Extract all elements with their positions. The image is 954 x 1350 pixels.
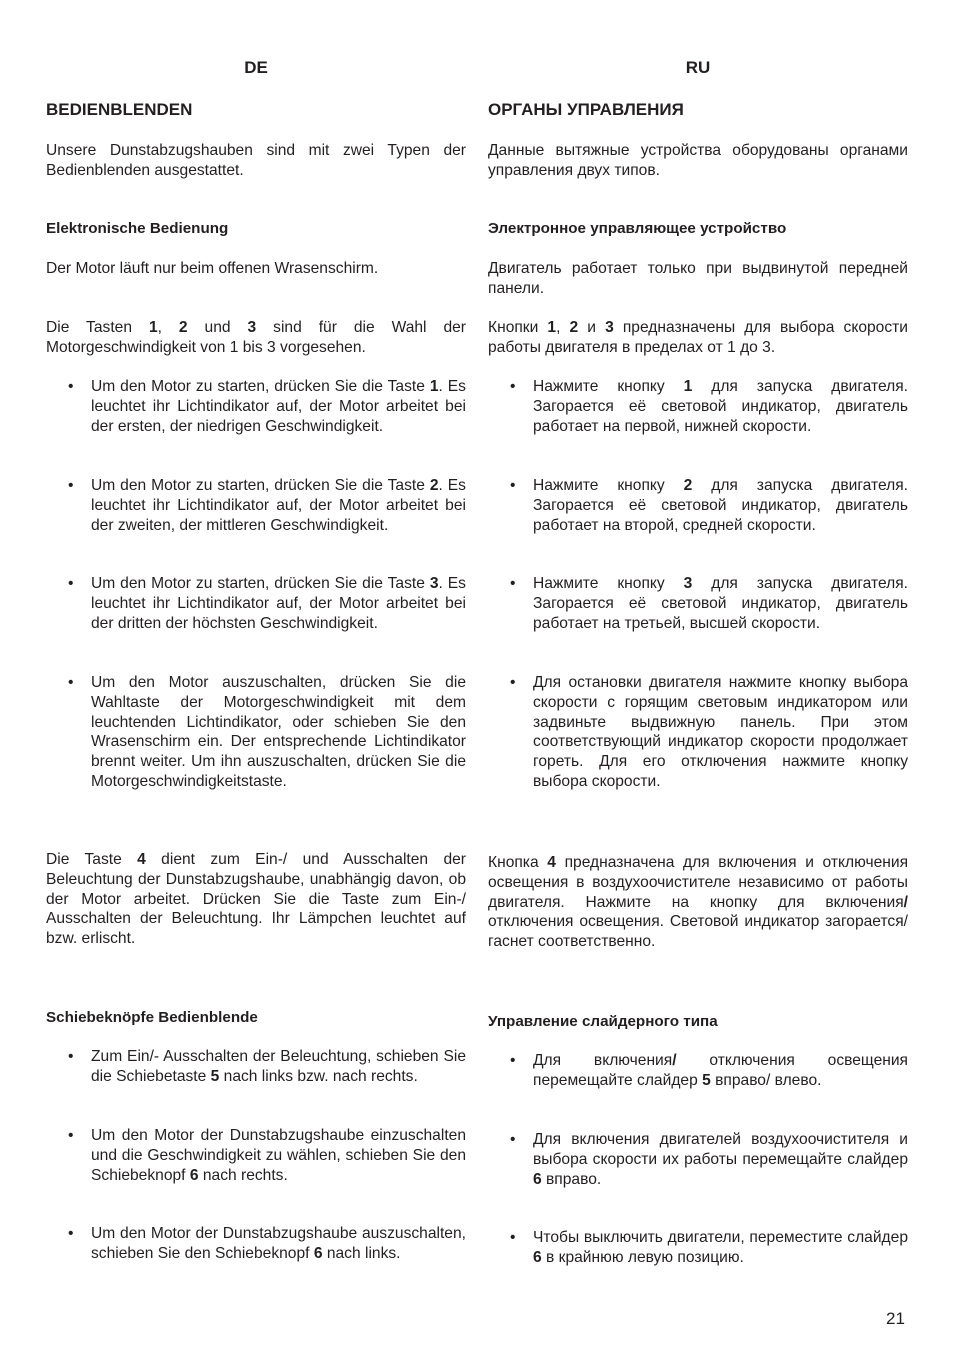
bullet-icon: •: [510, 477, 516, 494]
intro-paragraph-de: Unsere Dunstabzugshauben sind mit zwei Typen der Bedienblenden ausgestattet.: [46, 142, 466, 179]
electronic-heading-de: Elektronische Bedienung: [46, 220, 229, 237]
slider-heading-de: Schiebeknöpfe Bedienblende: [46, 1009, 258, 1026]
light-paragraph-de: Die Taste 4 dient zum Ein-/ und Ausschalten der Beleuchtung der Dunstabzugshaube, unabhängig davon, ob der Motor arbeitet. Drücken Sie die Taste zum Ein-/ Ausschalten der Beleuchtung. Ihr Lämpchen leuchtet auf bzw. erlischt.: [46, 851, 466, 948]
intro-paragraph-ru: Данные вытяжные устройства оборудованы органами управления двух типов.: [488, 142, 908, 179]
bullet-icon: •: [510, 674, 516, 691]
keys-paragraph-de: Die Tasten 1, 2 und 3 sind für die Wahl der Motorgeschwindigkeit von 1 bis 3 vorgesehen.: [46, 319, 467, 356]
list-item: • Um den Motor zu starten, drücken Sie die Taste 1. Es leuchtet ihr Lichtindikator auf, der Motor arbeitet bei der ersten, der niedrigen Geschwindigkeit.: [68, 378, 466, 435]
light-paragraph-ru: Кнопка 4 предназначена для включения и отключения освещения в воздухоочистителе независимо от работы двигателя. Нажмите на кнопку для включения/ отключения освещения. Световой индикатор загорается/ гаснет соответственно.: [488, 854, 909, 951]
list-item: • Um den Motor zu starten, drücken Sie die Taste 3. Es leuchtet ihr Lichtindikator auf, der Motor arbeitet bei der dritten der höchsten Geschwindigkeit.: [68, 575, 466, 632]
key-2-label: 2: [178, 319, 188, 336]
column-ru: [488, 0, 908, 1350]
list-item: • Zum Ein/- Ausschalten der Beleuchtung, schieben Sie die Schiebetaste 5 nach links bzw. nach rechts.: [68, 1048, 466, 1085]
motor-paragraph-ru: Двигатель работает только при выдвинутой передней панели.: [488, 260, 908, 297]
bullet-icon: •: [68, 1048, 74, 1065]
key-1-label: 1: [148, 319, 158, 336]
list-item: • Um den Motor zu starten, drücken Sie die Taste 2. Es leuchtet ihr Lichtindikator auf, der Motor arbeitet bei der zweiten, der mittleren Geschwindigkeit.: [68, 477, 466, 534]
bullet-icon: •: [510, 1131, 516, 1148]
list-item: • Нажмите кнопку 3 для запуска двигателя. Загорается её световой индикатор, двигатель работает на третьей, высшей скорости.: [510, 575, 908, 632]
list-item: • Um den Motor auszuschalten, drücken Sie die Wahltaste der Motorgeschwindigkeit mit dem leuchtenden Lichtindikator, oder schieben Sie den Wrasenschirm ein. Der entsprechende Lichtindikator brennt weiter. Um ihn auszuschalten, drücken Sie die Motorgeschwindigkeitstaste.: [68, 674, 466, 790]
bullet-icon: •: [68, 674, 74, 691]
language-label-de: DE: [244, 58, 268, 77]
bullet-icon: •: [68, 1225, 74, 1242]
list-item: • Для включения/ отключения освещения перемещайте слайдер 5 вправо/ влево.: [510, 1052, 909, 1089]
list-item: • Чтобы выключить двигатели, переместите слайдер 6 в крайнюю левую позицию.: [510, 1229, 908, 1266]
key-3-label: 3: [247, 319, 257, 336]
bullet-icon: •: [68, 575, 74, 592]
list-item: • Нажмите кнопку 2 для запуска двигателя. Загорается её световой индикатор, двигатель работает на второй, средней скорости.: [510, 477, 908, 534]
list-item: • Um den Motor der Dunstabzugshaube einzuschalten und die Geschwindigkeit zu wählen, schieben Sie den Schiebeknopf 6 nach rechts.: [68, 1127, 466, 1184]
list-item: • Для остановки двигателя нажмите кнопку выбора скорости с горящим световым индикатором или задвиньте выдвижную панель. При этом соответствующий индикатор скорости продолжает гореть. Для его отключения нажмите кнопку выбора скорости.: [510, 674, 908, 790]
bullet-icon: •: [68, 1127, 74, 1144]
bullet-icon: •: [510, 1229, 516, 1246]
list-item: • Нажмите кнопку 1 для запуска двигателя. Загорается её световой индикатор, двигатель работает на первой, нижней скорости.: [510, 378, 908, 435]
section-title-de: BEDIENBLENDEN: [46, 100, 193, 119]
column-de: [46, 0, 466, 1350]
slider-heading-ru: Управление слайдерного типа: [488, 1013, 718, 1030]
bullet-icon: •: [68, 477, 74, 494]
electronic-heading-ru: Электронное управляющее устройство: [488, 220, 787, 237]
bullet-icon: •: [68, 378, 74, 395]
list-item: • Для включения двигателей воздухоочистителя и выбора скорости их работы перемещайте слайдер 6 вправо.: [510, 1131, 908, 1188]
language-label-ru: RU: [685, 58, 711, 77]
bullet-icon: •: [510, 1052, 516, 1069]
key-4-label: 4: [137, 851, 146, 868]
bullet-icon: •: [510, 378, 516, 395]
page-number: 21: [886, 1309, 905, 1328]
list-item: • Um den Motor der Dunstabzugshaube auszuschalten, schieben Sie den Schiebeknopf 6 nach links.: [68, 1225, 466, 1262]
keys-paragraph-ru: Кнопки 1, 2 и 3 предназначены для выбора скорости работы двигателя в пределах от 1 до 3.: [488, 319, 908, 356]
section-title-ru: ОРГАНЫ УПРАВЛЕНИЯ: [488, 100, 684, 119]
bullet-icon: •: [510, 575, 516, 592]
motor-paragraph-de: Der Motor läuft nur beim offenen Wrasenschirm.: [46, 260, 379, 277]
